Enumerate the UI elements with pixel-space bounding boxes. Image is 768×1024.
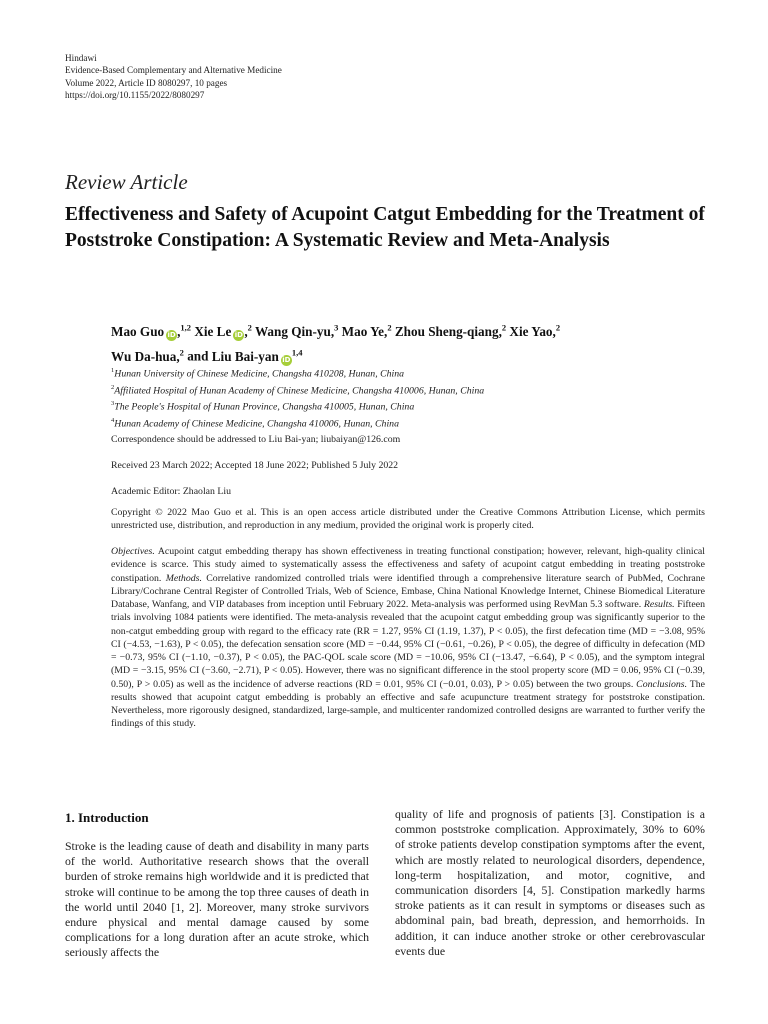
abstract-conclusions-label: Conclusions. [636, 678, 688, 690]
author-separator: , [384, 324, 388, 340]
author-name: Mao Ye [341, 324, 385, 340]
abstract-results-label: Results. [643, 599, 675, 610]
copyright-notice: Copyright © 2022 Mao Guo et al. This is an open access article distributed under the Creative Commons Attribution License, which permits unrestricted use, distribution, and reproduction in any medium, provided the original work is properly cited. [111, 507, 705, 532]
abstract-methods: Correlative randomized controlled trials were identified through a comprehensive literature search of PubMed, Cochrane Library/Cochrane Central Register of Controlled Trials, Web of Science, Embase, China National Knowledge Internet, Chinese Biomedical Literature Database, Wanfang, and VIP databases from inception until February 2022. Meta-analysis was performed using RevMan 5.3 software. [111, 572, 705, 610]
author [509, 324, 560, 339]
author-separator: , [244, 324, 248, 340]
doi-link[interactable]: https://doi.org/10.1155/2022/8080297 [65, 90, 205, 101]
correspondence: Correspondence should be addressed to Liu Bai-yan; liubaiyan@126.com [111, 434, 401, 445]
abstract-methods-label: Methods. [165, 572, 202, 584]
journal-header [65, 52, 282, 102]
author [212, 349, 303, 364]
author-list: Mao Guo iD,$^{1,2}$ Xie Le iD,$^2$ Wang Qin-yu,$^3$ Mao Ye,$^2$ Zhou Sheng-qiang,$^2$ Xie Yao,$^2$ Wu Da-hua,$^2$ and Liu Bai-yan iD$^{1,4}$ [111, 323, 561, 364]
affiliation-marker: 2 [501, 323, 507, 333]
affiliation-marker: 3 [334, 323, 339, 333]
affiliation-marker: 2 [247, 323, 252, 333]
volume-info: Volume 2022, Article ID 8080297, 10 pages [65, 77, 228, 88]
affiliation-number: 2 [111, 383, 115, 391]
author [111, 324, 191, 339]
orcid-icon[interactable]: iD [167, 331, 176, 340]
orcid-icon[interactable]: iD [234, 331, 243, 340]
affiliation-item [111, 397, 484, 414]
affiliation-text: Affiliated Hospital of Hunan Academy of Chinese Medicine, Changsha 410006, Hunan, China [114, 384, 485, 396]
author-name: Wu Da-hua [111, 348, 177, 364]
affiliation-text: Hunan Academy of Chinese Medicine, Changsha 410006, Hunan, China [114, 418, 399, 430]
body-column-right: quality of life and prognosis of patients [3]. Constipation is a common poststroke complication. Approximately, 30% to 60% of stroke patients develop constipation symptoms after the event, which are mostly related to neurological disorders, dependence, long-term hospitalization, and motor, cognitive, and communication disorders [4, 5]. Constipation markedly harms stroke patients as it can result in symptoms or diseases such as abdominal pain, bad breath, depression, and hemorrhoids. In addition, it can induce another stroke or other cerebrovascular events due [395, 807, 705, 958]
affiliation-item [111, 364, 484, 381]
body-column-left: Stroke is the leading cause of death and disability in many parts of the world. Authoritative research shows that the overall burden of stroke remains high worldwide and it is predicted that stroke will continue to be among the top three causes of death in the world until 2040 [1, 2]. Moreover, many stroke survivors endure physical and mental damage caused by some complications for a long duration after an acute stroke, which seriously affects the [65, 839, 370, 960]
author-name: Wang Qin-yu [254, 324, 331, 340]
author-name: Liu Bai-yan [211, 348, 279, 364]
journal-name: Evidence-Based Complementary and Alternative Medicine [65, 65, 282, 76]
affiliation-marker: 2 [387, 323, 392, 333]
abstract-objectives: Acupoint catgut embedding therapy has shown effectiveness in treating functional constipation; however, relevant, high-quality clinical evidence is scarce. This study aimed to systematically assess the effectiveness and safety of acupoint catgut embedding in treating poststroke constipation. [111, 546, 705, 584]
author [111, 349, 184, 364]
author-separator: , [498, 324, 502, 340]
affiliation-number: 1 [111, 367, 115, 374]
affiliation-marker: 2 [179, 347, 184, 358]
abstract [111, 545, 705, 731]
affiliation-list [111, 364, 484, 431]
article-title: Effectiveness and Safety of Acupoint Catgut Embedding for the Treatment of Poststroke Constipation: A Systematic Review and Meta-Analysis [65, 204, 705, 251]
author-separator: , [330, 324, 335, 340]
affiliation-marker: 1,4 [291, 347, 303, 358]
affiliation-text: Hunan University of Chinese Medicine, Changsha 410208, Hunan, China [114, 368, 405, 380]
author-separator: , [552, 324, 556, 340]
publication-dates: Received 23 March 2022; Accepted 18 June 2022; Published 5 July 2022 [111, 460, 399, 471]
author [255, 324, 338, 339]
affiliation-marker: 1,2 [180, 323, 192, 333]
author-name: Mao Guo [111, 324, 165, 340]
orcid-icon[interactable]: iD [282, 355, 291, 364]
author-name: Zhou Sheng-qiang [394, 324, 499, 340]
author [395, 324, 506, 339]
publisher-name: Hindawi [65, 53, 97, 63]
affiliation-marker: 2 [555, 323, 561, 333]
affiliation-item [111, 381, 484, 398]
author-separator: , [177, 324, 181, 340]
affiliation-number: 3 [111, 400, 115, 408]
academic-editor: Academic Editor: Zhaolan Liu [111, 486, 231, 497]
author-name: Xie Yao [509, 324, 553, 340]
affiliation-item [111, 414, 484, 431]
affiliation-number: 4 [111, 417, 115, 425]
article-type: Review Article [65, 170, 188, 194]
abstract-conclusions: The results showed that acupoint catgut embedding is probably an effective and safe acupuncture treatment strategy for poststroke constipation. Nevertheless, more rigorously designed, standardized, large-sample, and multicenter randomized controlled designs are warranted to further verify the findings of this study. [111, 678, 705, 730]
author-name: Xie Le [194, 324, 232, 340]
author [342, 324, 392, 339]
abstract-objectives-label: Objectives. [111, 546, 155, 557]
author [194, 324, 252, 339]
affiliation-text: The People's Hospital of Hunan Province, Changsha 410005, Hunan, China [114, 401, 415, 413]
abstract-results: Fifteen trials involving 1084 patients were identified. The meta-analysis revealed that the acupoint catgut embedding group was significantly superior to the non-catgut embedding group with regard to the efficacy rate (RR = 1.27, 95% CI (1.19, 1.37), P < 0.05), the first defecation time (MD = −3.08, 95% CI (−4.53, −1.63), P < 0.05), the defecation sensation score (MD = −0.44, 95% CI (−0.61, −0.26), P < 0.05), the degree of difficulty in defecation (MD = −0.73, 95% CI (−1.10, −0.37), P < 0.05), the PAC-QOL scale score (MD = −10.06, 95% CI (−13.47, −6.64), P < 0.05), and the symptom integral (MD = −3.15, 95% CI (−3.60, −2.71), P < 0.05). However, there was no significant difference in the stool property score (MD = 0.06, 95% CI (−0.39, 0.50), P > 0.05) as well as the incidence of adverse reactions (RD = 0.01, 95% CI (−0.01, 0.03), P > 0.05) between the two groups. [111, 599, 706, 690]
author-separator: , [176, 348, 180, 364]
section-heading: 1. Introduction [65, 810, 149, 825]
